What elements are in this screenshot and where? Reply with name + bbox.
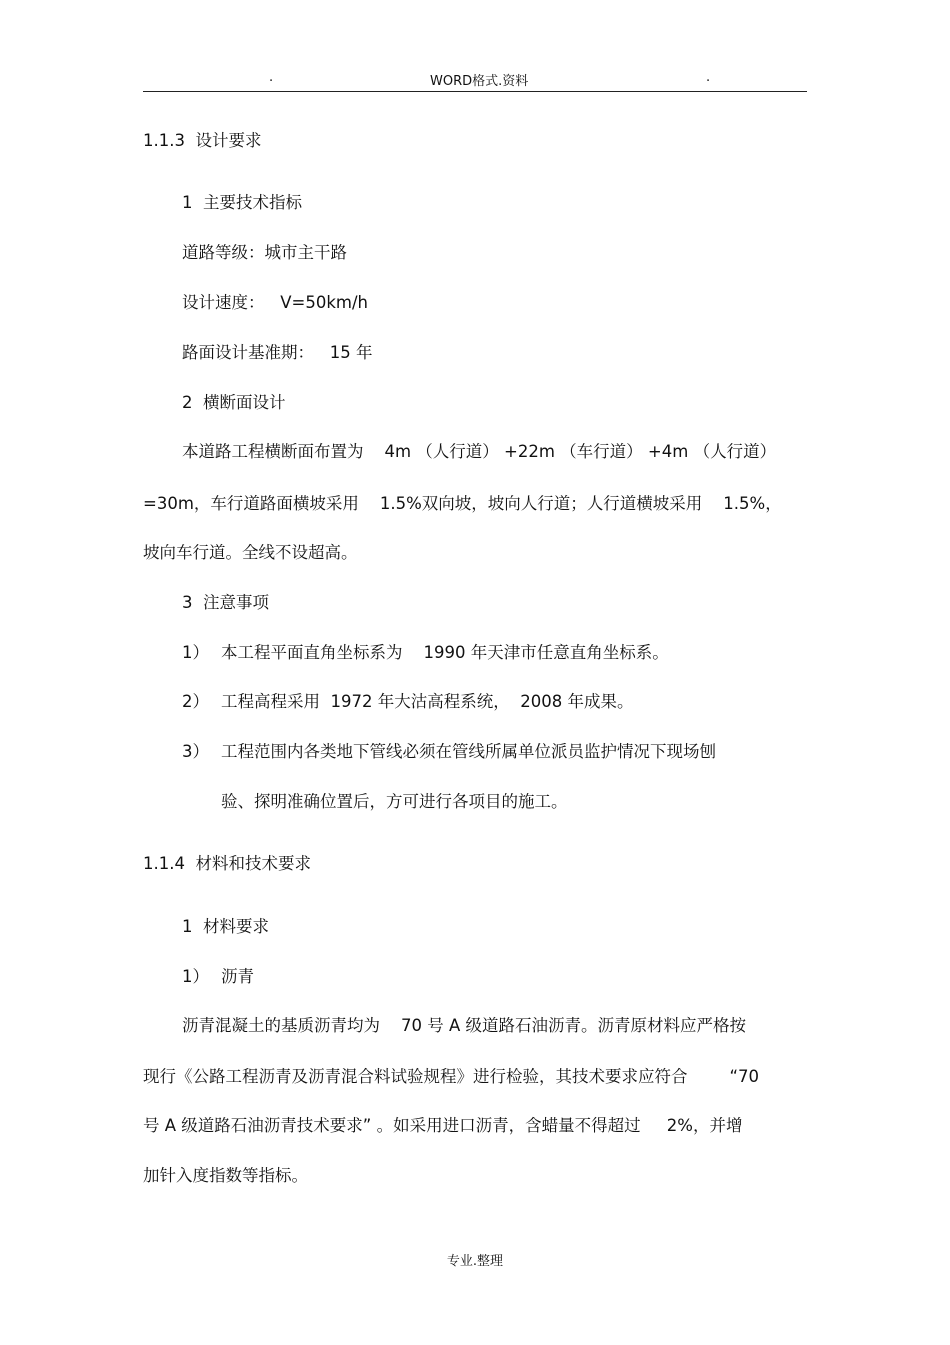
header-title: WORD格式.资料	[430, 74, 529, 89]
note-3-line-2: 验、探明准确位置后，方可进行各项目的施工。	[221, 792, 568, 811]
asphalt-line-4: 加针入度指数等指标。	[143, 1166, 308, 1185]
note-1-text: 本工程平面直角坐标系为 1990 年天津市任意直角坐标系。	[221, 643, 669, 662]
item-main-indicators: 1 主要技术指标	[182, 193, 302, 212]
note-3-number: 3）	[182, 742, 209, 761]
road-grade-line: 道路等级：城市主干路	[182, 243, 347, 262]
note-3-line-1: 工程范围内各类地下管线必须在管线所属单位派员监护情况下现场刨	[221, 742, 716, 761]
note-2-text: 工程高程采用 1972 年大沽高程系统， 2008 年成果。	[221, 692, 634, 711]
design-speed-line: 设计速度： V=50km/h	[182, 293, 368, 312]
item-material-requirements: 1 材料要求	[182, 917, 269, 936]
asphalt-line-3: 号 A 级道路石油沥青技术要求” 。如采用进口沥青，含蜡量不得超过 2%，并增	[143, 1116, 743, 1135]
asphalt-line-2: 现行《公路工程沥青及沥青混合料试验规程》进行检验，其技术要求应符合 “70	[143, 1067, 760, 1086]
header-left-dot: .	[269, 70, 274, 85]
header-rule	[143, 91, 807, 92]
note-1-number: 1）	[182, 643, 209, 662]
item-cross-section: 2 横断面设计	[182, 393, 286, 412]
item-notes: 3 注意事项	[182, 593, 269, 612]
cross-section-line-3: 坡向车行道。全线不设超高。	[143, 543, 358, 562]
section-heading-1-1-3: 1.1.3 设计要求	[143, 131, 262, 150]
design-period-line: 路面设计基准期： 15 年	[182, 343, 373, 362]
section-heading-1-1-4: 1.1.4 材料和技术要求	[143, 854, 311, 873]
footer-text: 专业.整理	[446, 1254, 504, 1269]
cross-section-line-2: =30m，车行道路面横坡采用 1.5%双向坡，坡向人行道；人行道横坡采用 1.5%，	[143, 494, 782, 513]
asphalt-number: 1）	[182, 967, 209, 986]
asphalt-line-1: 沥青混凝土的基质沥青均为 70 号 A 级道路石油沥青。沥青原材料应严格按	[182, 1016, 746, 1035]
asphalt-title: 沥青	[221, 967, 254, 986]
header-right-dot: .	[706, 70, 711, 85]
note-2-number: 2）	[182, 692, 209, 711]
cross-section-line-1: 本道路工程横断面布置为 4m （人行道） +22m （车行道） +4m （人行道）	[182, 442, 777, 461]
